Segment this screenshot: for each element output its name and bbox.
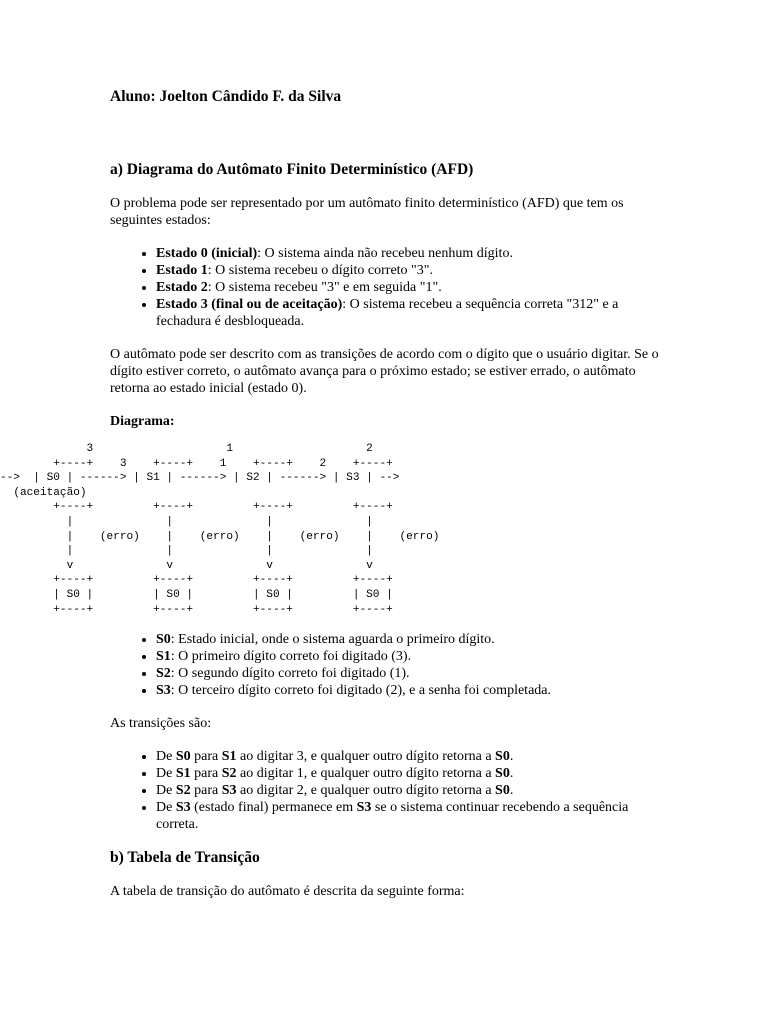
section-a-intro: O problema pode ser representado por um autômato finito determinístico (AFD) que tem os seguintes estados: — [110, 196, 624, 228]
legend-item: • S3: O terceiro dígito correto foi digitado (2), e a senha foi completada. — [156, 682, 670, 699]
states-list — [110, 245, 670, 330]
diagram-label: Diagrama: — [110, 414, 175, 429]
state-item: • Estado 3 (final ou de aceitação): O sistema recebeu a sequência correta "312" e a fechadura é desbloqueada. — [156, 296, 670, 330]
legend-item: • S0: Estado inicial, onde o sistema aguarda o primeiro dígito. — [156, 631, 670, 648]
automaton-description: O autômato pode ser descrito com as transições de acordo com o dígito que o usuário digitar. Se o dígito estiver correto, o autômato avança para o próximo estado; se estiver errado, o autômato retorna ao estado inicial (estado 0). — [110, 347, 659, 396]
transitions-list — [110, 748, 670, 833]
section-b-intro: A tabela de transição do autômato é descrita da seguinte forma: — [110, 884, 465, 900]
student-name: Aluno: Joelton Cândido F. da Silva — [110, 88, 342, 105]
state-item: • Estado 1: O sistema recebeu o dígito correto "3". — [156, 262, 670, 279]
transition-item: • De S0 para S1 ao digitar 3, e qualquer outro dígito retorna a S0. — [156, 748, 670, 765]
transition-item: • De S2 para S3 ao digitar 2, e qualquer outro dígito retorna a S0. — [156, 782, 670, 799]
section-a-title: a) Diagrama do Autômato Finito Determinístico (AFD) — [110, 161, 474, 178]
legend-item: • S1: O primeiro dígito correto foi digitado (3). — [156, 648, 670, 665]
state-item: • Estado 2: O sistema recebeu "3" e em seguida "1". — [156, 279, 670, 296]
state-item: • Estado 0 (inicial): O sistema ainda não recebeu nenhum dígito. — [156, 245, 670, 262]
transition-item: • De S1 para S2 ao digitar 1, e qualquer outro dígito retorna a S0. — [156, 765, 670, 782]
ascii-diagram — [0, 442, 560, 617]
state-legend-list — [110, 631, 670, 699]
transitions-intro: As transições são: — [110, 716, 212, 732]
transition-item: • De S3 (estado final) permanece em S3 se o sistema continuar recebendo a sequência correta. — [156, 799, 670, 833]
legend-item: • S2: O segundo dígito correto foi digitado (1). — [156, 665, 670, 682]
document-page — [0, 88, 670, 916]
section-b-title: b) Tabela de Transição — [110, 849, 260, 867]
ascii-diagram-text: 3 1 2 +----+ 3 +----+ 1 +----+ 2 +----+ --> | S0 | ------> | S1 | ------> | S2 | ------> | S3 | --> (aceitação) +----+ +----+ +----+ +----+ | | | | | (erro) | (erro) | (erro) | (erro) | | | | v v v v +----+ +----+ +----+ +----+ | S0 | | S0 | | S0 | | S0 | +----+ +----+ +----+ +----+ — [0, 443, 440, 616]
